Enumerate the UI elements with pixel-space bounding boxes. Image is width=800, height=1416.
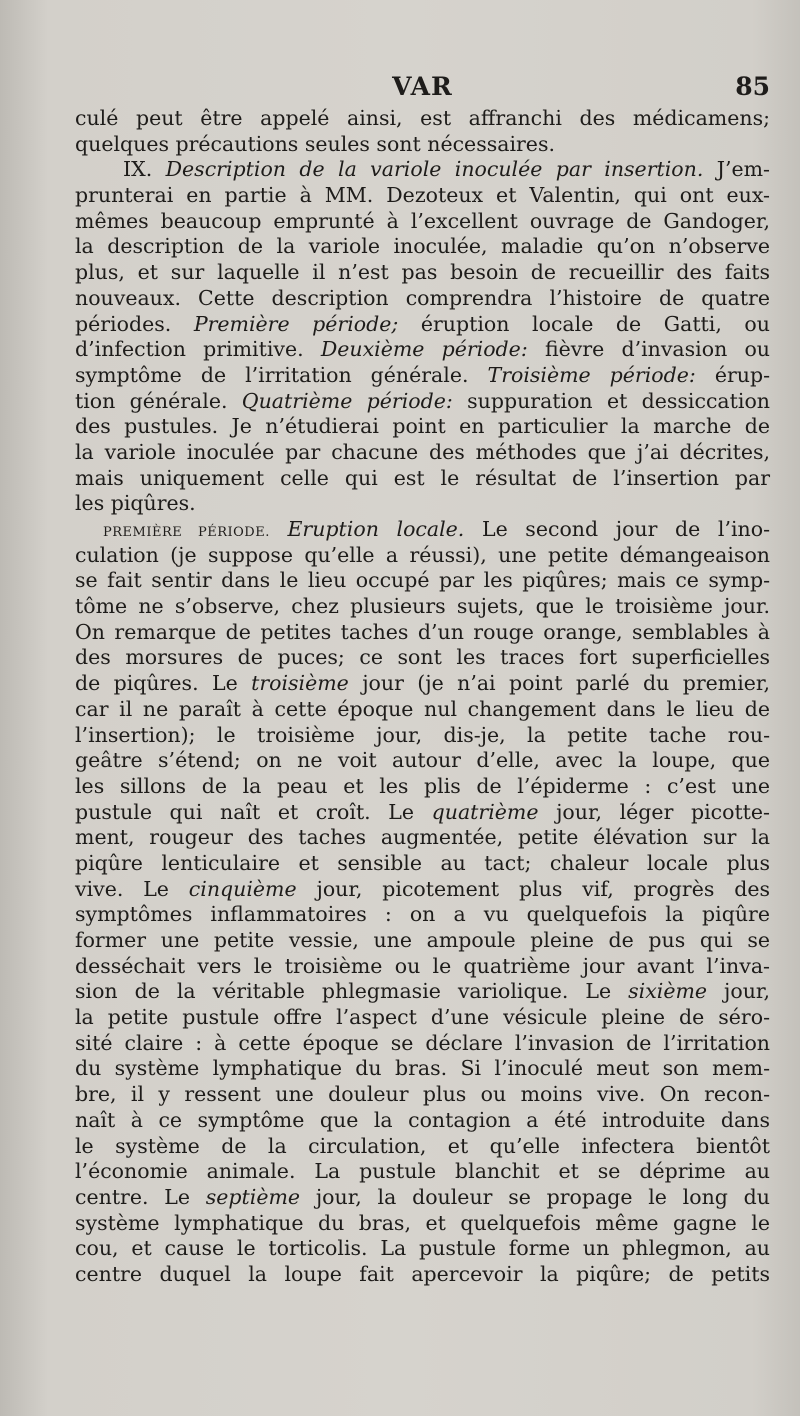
line-text: plus, et sur laquelle il n’est pas besoin de recueillir des faits	[75, 260, 770, 285]
line-italic: Eruption locale.	[287, 517, 465, 541]
line-text: desséchait vers le troisième ou le quatrième jour avant l’inva-	[75, 953, 770, 978]
page-header	[75, 68, 770, 104]
line-text: prunterai en partie à MM. Dezoteux et Valentin, qui ont eux-	[75, 183, 770, 208]
line-italic: cinquième	[188, 876, 297, 901]
line-text: On remarque de petites taches d’un rouge orange, semblables à	[75, 619, 770, 644]
text-line	[75, 979, 770, 1005]
line-post: jour (je n’ai point parlé du premier,	[362, 671, 770, 696]
line-text: sité claire : à cette époque se déclare l’invasion de l’irritation	[75, 1030, 770, 1055]
text-line	[75, 517, 770, 543]
text-line	[75, 1159, 770, 1185]
line-text: mais uniquement celle qui est le résultat de l’insertion par	[75, 465, 770, 490]
line-italic: Deuxième période:	[320, 337, 528, 362]
line-pre: tion générale.	[75, 388, 228, 413]
text-line	[75, 697, 770, 723]
line-italic: Description de la variole inoculée par insertion.	[165, 157, 704, 182]
line-italic: Première période;	[193, 311, 399, 336]
line-text: culation (je suppose qu’elle a réussi), une petite démangeaison	[75, 542, 770, 567]
body-text	[75, 106, 770, 1288]
text-line	[75, 594, 770, 620]
line-pre: d’infection primitive.	[75, 337, 304, 362]
text-line	[75, 389, 770, 415]
line-italic: Quatrième période:	[241, 388, 453, 413]
text-line	[75, 1005, 770, 1031]
line-text: la petite pustule offre l’aspect d’une vésicule pleine de séro-	[75, 1005, 770, 1030]
line-text: l’économie animale. La pustule blanchit et se déprime au	[75, 1159, 770, 1184]
line-text: bre, il y ressent une douleur plus ou moins vive. On recon-	[75, 1082, 770, 1107]
line-text: le système de la circulation, et qu’elle infectera bientôt	[75, 1133, 770, 1158]
line-italic: troisième	[251, 671, 349, 696]
line-text: centre duquel la loupe fait apercevoir la piqûre; de petits	[75, 1261, 770, 1286]
line-italic: quatrième	[431, 799, 539, 824]
line-text: culé peut être appelé ainsi, est affranchi des médicamens;	[75, 106, 770, 130]
line-pre: IX.	[123, 157, 153, 182]
text-line	[75, 671, 770, 697]
text-line	[75, 1211, 770, 1237]
line-post: fièvre d’invasion ou	[544, 337, 770, 362]
line-text: piqûre lenticulaire et sensible au tact; chaleur locale plus	[75, 850, 770, 875]
line-pre: centre. Le	[75, 1184, 191, 1209]
text-line	[75, 851, 770, 877]
text-line	[75, 1185, 770, 1211]
line-text: cou, et cause le torticolis. La pustule forme un phlegmon, au	[75, 1236, 770, 1261]
text-line	[75, 800, 770, 826]
text-line	[75, 620, 770, 646]
line-text: l’insertion); le troisième jour, dis-je, la petite tache rou-	[75, 722, 770, 747]
text-line	[75, 954, 770, 980]
line-post: jour, léger picotte-	[556, 799, 770, 824]
text-line	[75, 209, 770, 235]
line-text: quelques précautions seules sont nécessaires.	[75, 131, 555, 156]
text-line	[75, 877, 770, 903]
line-text: système lymphatique du bras, et quelquefois même gagne le	[75, 1210, 770, 1235]
text-line	[75, 723, 770, 749]
text-line	[75, 1082, 770, 1108]
text-line	[75, 774, 770, 800]
line-text: tôme ne s’observe, chez plusieurs sujets, que le troisième jour.	[75, 594, 770, 619]
text-line	[75, 414, 770, 440]
line-text: se fait sentir dans le lieu occupé par les piqûres; mais ce symp-	[75, 568, 770, 593]
line-post: érup-	[714, 362, 770, 387]
text-line	[75, 106, 770, 132]
line-text: la description de la variole inoculée, maladie qu’on n’observe	[75, 234, 770, 259]
text-line	[75, 902, 770, 928]
line-text: du système lymphatique du bras. Si l’inoculé meut son mem-	[75, 1056, 770, 1081]
line-text: les sillons de la peau et les plis de l’épiderme : c’est une	[75, 773, 770, 798]
text-line	[75, 132, 770, 158]
text-line	[75, 440, 770, 466]
running-title: VAR	[392, 72, 453, 101]
line-pre: périodes.	[75, 311, 172, 336]
line-text: naît à ce symptôme que la contagion a été introduite dans	[75, 1107, 770, 1132]
line-post: suppuration et dessiccation	[467, 388, 770, 413]
line-post: Le second jour de l’ino-	[481, 517, 771, 541]
line-pre: symptôme de l’irritation générale.	[75, 362, 469, 387]
text-line	[75, 748, 770, 774]
line-text: car il ne paraît à cette époque nul changement dans le lieu de	[75, 696, 770, 721]
text-line	[75, 825, 770, 851]
text-line	[75, 543, 770, 569]
line-text: des morsures de puces; ce sont les traces fort superficielles	[75, 645, 770, 670]
line-text: symptômes inflammatoires : on a vu quelquefois la piqûre	[75, 902, 770, 927]
line-text: des pustules. Je n’étudierai point en particulier la marche de	[75, 414, 770, 439]
line-post: jour,	[724, 979, 770, 1004]
text-line	[75, 312, 770, 338]
text-line	[75, 1134, 770, 1160]
line-text: ment, rougeur des taches augmentée, petite élévation sur la	[75, 825, 770, 850]
line-pre: sion de la véritable phlegmasie variolique. Le	[75, 979, 612, 1004]
line-post: jour, picotement plus vif, progrès des	[316, 876, 770, 901]
text-line	[75, 568, 770, 594]
line-text: geâtre s’étend; on ne voit autour d’elle, avec la loupe, que	[75, 748, 770, 773]
line-text: nouveaux. Cette description comprendra l’histoire de quatre	[75, 285, 770, 310]
text-line	[75, 491, 770, 517]
line-italic: septième	[205, 1184, 301, 1209]
text-line	[75, 260, 770, 286]
line-text: mêmes beaucoup emprunté à l’excellent ouvrage de Gandoger,	[75, 208, 770, 233]
line-italic: sixième	[628, 979, 708, 1004]
page-number: 85	[735, 72, 770, 101]
line-italic: Troisième période:	[487, 362, 696, 387]
text-line	[75, 286, 770, 312]
text-line	[75, 337, 770, 363]
text-line	[75, 1236, 770, 1262]
line-pre: de piqûres. Le	[75, 671, 238, 696]
line-pre: vive. Le	[75, 876, 169, 901]
text-line	[75, 1031, 770, 1057]
text-line	[75, 645, 770, 671]
text-line	[75, 1108, 770, 1134]
line-post: éruption locale de Gatti, ou	[420, 311, 770, 336]
line-post: jour, la douleur se propage le long du	[315, 1184, 770, 1209]
text-line	[75, 157, 770, 183]
text-line	[75, 1262, 770, 1288]
line-text: la variole inoculée par chacune des méthodes que j’ai décrites,	[75, 439, 770, 464]
text-line	[75, 1056, 770, 1082]
line-post: J’em-	[716, 157, 770, 182]
line-text: former une petite vessie, une ampoule pleine de pus qui se	[75, 928, 770, 952]
text-line	[75, 183, 770, 209]
line-text: les piqûres.	[75, 491, 196, 516]
text-line	[75, 466, 770, 492]
line-pre: pustule qui naît et croît. Le	[75, 799, 415, 824]
line-smallcaps: PREMIÈRE PÉRIODE.	[103, 525, 270, 540]
text-line	[75, 363, 770, 389]
text-line	[75, 234, 770, 260]
text-line	[75, 928, 770, 954]
